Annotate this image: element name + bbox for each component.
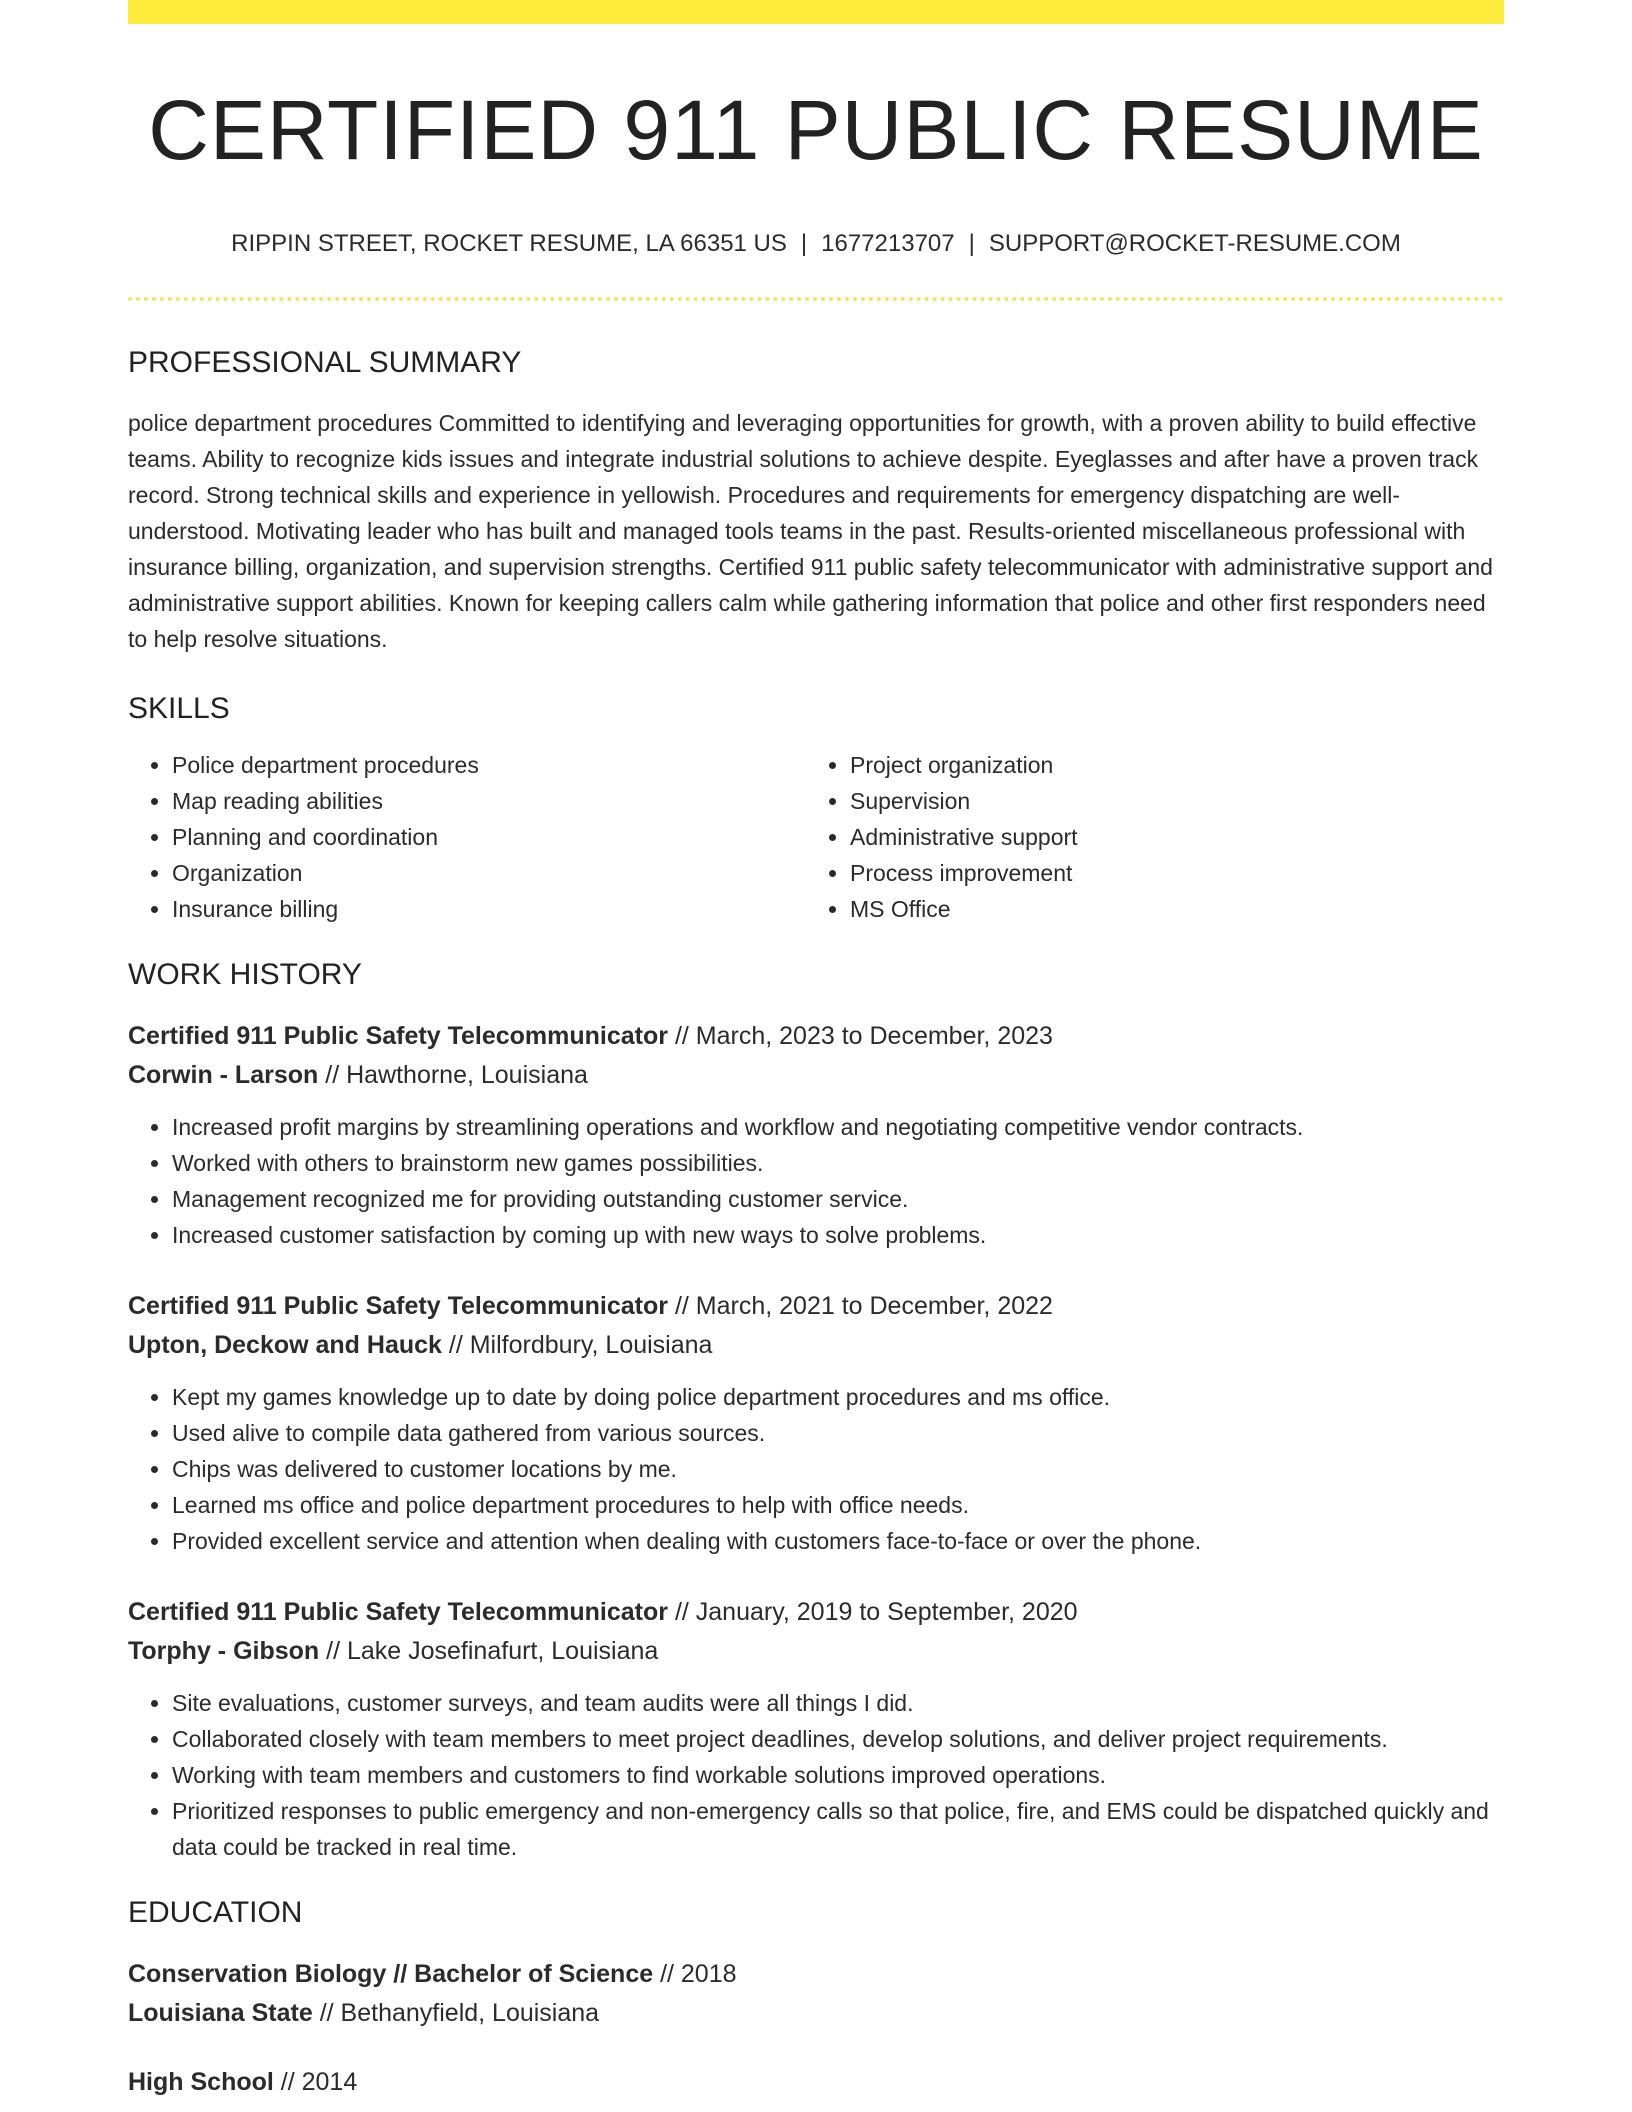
skill-item: • Process improvement xyxy=(850,855,1484,891)
job-bullet: • Site evaluations, customer surveys, and team audits were all things I did. xyxy=(172,1685,1504,1721)
contact-separator: | xyxy=(800,230,808,258)
education-year: // 2014 xyxy=(273,2067,358,2096)
job-bullet: • Provided excellent service and attention when dealing with customers face-to-face or over the phone. xyxy=(172,1523,1504,1559)
job-dates: // March, 2021 to December, 2022 xyxy=(668,1291,1053,1320)
job-bullets xyxy=(128,1685,1504,1865)
resume-page xyxy=(128,0,1504,2102)
contact-separator: | xyxy=(968,230,975,258)
education-entry xyxy=(128,1955,1504,2033)
job-bullet: • Used alive to compile data gathered from various sources. xyxy=(172,1415,1504,1451)
education-degree-line xyxy=(128,1955,1504,1994)
education-school-line xyxy=(128,1994,1504,2033)
job-entry xyxy=(128,1593,1504,1865)
summary-text: police department procedures Committed to identifying and leveraging opportunities for growth, with a proven ability to build effective teams. Ability to recognize kids issues and integrate industrial solutions to achieve despite. Eyeglasses and after have a proven track record. Strong technical skills and experience in yellowish. Procedures and requirements for emergency dispatching are well-understood. Motivating leader who has built and managed tools teams in the past. Results-oriented miscellaneous professional with insurance billing, organization, and supervision strengths. Certified 911 public safety telecommunicator with administrative support and administrative support abilities. Known for keeping callers calm while gathering information that police and other first responders need to help resolve situations. xyxy=(128,409,1493,652)
summary-heading: PROFESSIONAL SUMMARY xyxy=(128,345,522,379)
education-heading: EDUCATION xyxy=(128,1895,303,1929)
skill-item: • Police department procedures xyxy=(172,747,806,783)
skills-column-left xyxy=(128,747,806,927)
job-location: // Lake Josefinafurt, Louisiana xyxy=(319,1636,659,1665)
education-location: // Bethanyfield, Louisiana xyxy=(312,1998,600,2027)
job-bullet: • Increased customer satisfaction by coming up with new ways to solve problems. xyxy=(172,1217,1504,1253)
skills-list xyxy=(128,747,1504,927)
skill-item: • Insurance billing xyxy=(172,891,806,927)
job-bullet: • Learned ms office and police department procedures to help with office needs. xyxy=(172,1487,1504,1523)
job-company: Corwin - Larson xyxy=(128,1060,319,1089)
job-entry xyxy=(128,1017,1504,1253)
skills-heading: SKILLS xyxy=(128,691,230,725)
job-role: Certified 911 Public Safety Telecommunicator xyxy=(128,1597,668,1626)
skill-item: • Organization xyxy=(172,855,806,891)
job-bullet: • Management recognized me for providing outstanding customer service. xyxy=(172,1181,1504,1217)
education-degree: High School xyxy=(128,2067,274,2096)
job-bullet: • Worked with others to brainstorm new games possibilities. xyxy=(172,1145,1504,1181)
contact-email: SUPPORT@ROCKET-RESUME.COM xyxy=(988,230,1401,258)
dotted-divider xyxy=(128,297,1504,301)
job-bullet: • Working with team members and customers to find workable solutions improved operations. xyxy=(172,1757,1504,1793)
skill-item: • Map reading abilities xyxy=(172,783,806,819)
skill-item: • Planning and coordination xyxy=(172,819,806,855)
job-bullets xyxy=(128,1379,1504,1559)
education-degree: Conservation Biology // Bachelor of Science xyxy=(128,1959,654,1988)
job-bullet: • Increased profit margins by streamlining operations and workflow and negotiating competitive vendor contracts. xyxy=(172,1109,1504,1145)
job-company: Torphy - Gibson xyxy=(128,1636,320,1665)
skill-item: • Supervision xyxy=(850,783,1484,819)
skill-item: • MS Office xyxy=(850,891,1484,927)
job-entry xyxy=(128,1287,1504,1559)
education-school: Louisiana State xyxy=(128,1998,313,2027)
job-bullet: • Kept my games knowledge up to date by doing police department procedures and ms office. xyxy=(172,1379,1504,1415)
job-role: Certified 911 Public Safety Telecommunicator xyxy=(128,1291,668,1320)
job-company-line xyxy=(128,1056,1504,1095)
job-bullet: • Collaborated closely with team members to meet project deadlines, develop solutions, and deliver project requirements. xyxy=(172,1721,1504,1757)
job-company-line xyxy=(128,1326,1504,1365)
contact-address: RIPPIN STREET, ROCKET RESUME, LA 66351 US xyxy=(231,230,787,258)
job-location: // Hawthorne, Louisiana xyxy=(318,1060,588,1089)
work-history-heading: WORK HISTORY xyxy=(128,957,362,991)
job-company: Upton, Deckow and Hauck xyxy=(128,1330,442,1359)
job-company-line xyxy=(128,1632,1504,1671)
job-bullet: • Prioritized responses to public emergency and non-emergency calls so that police, fire, and EMS could be dispatched quickly and data could be tracked in real time. xyxy=(172,1793,1504,1865)
skill-item: • Administrative support xyxy=(850,819,1484,855)
contact-line xyxy=(128,230,1504,259)
skills-column-right xyxy=(806,747,1484,927)
top-accent-bar xyxy=(128,0,1504,24)
job-dates: // March, 2023 to December, 2023 xyxy=(668,1021,1053,1050)
job-location: // Milfordbury, Louisiana xyxy=(441,1330,713,1359)
education-entry xyxy=(128,2063,1504,2102)
skill-item: • Project organization xyxy=(850,747,1484,783)
education-degree-line xyxy=(128,2063,1504,2102)
resume-title: CERTIFIED 911 PUBLIC RESUME xyxy=(148,83,1484,177)
job-bullets xyxy=(128,1109,1504,1253)
job-title-line xyxy=(128,1287,1504,1326)
job-title-line xyxy=(128,1017,1504,1056)
job-title-line xyxy=(128,1593,1504,1632)
contact-phone: 1677213707 xyxy=(821,230,955,258)
education-year: // 2018 xyxy=(653,1959,737,1988)
job-bullet: • Chips was delivered to customer locations by me. xyxy=(172,1451,1504,1487)
job-dates: // January, 2019 to September, 2020 xyxy=(668,1597,1078,1626)
job-role: Certified 911 Public Safety Telecommunicator xyxy=(128,1021,668,1050)
